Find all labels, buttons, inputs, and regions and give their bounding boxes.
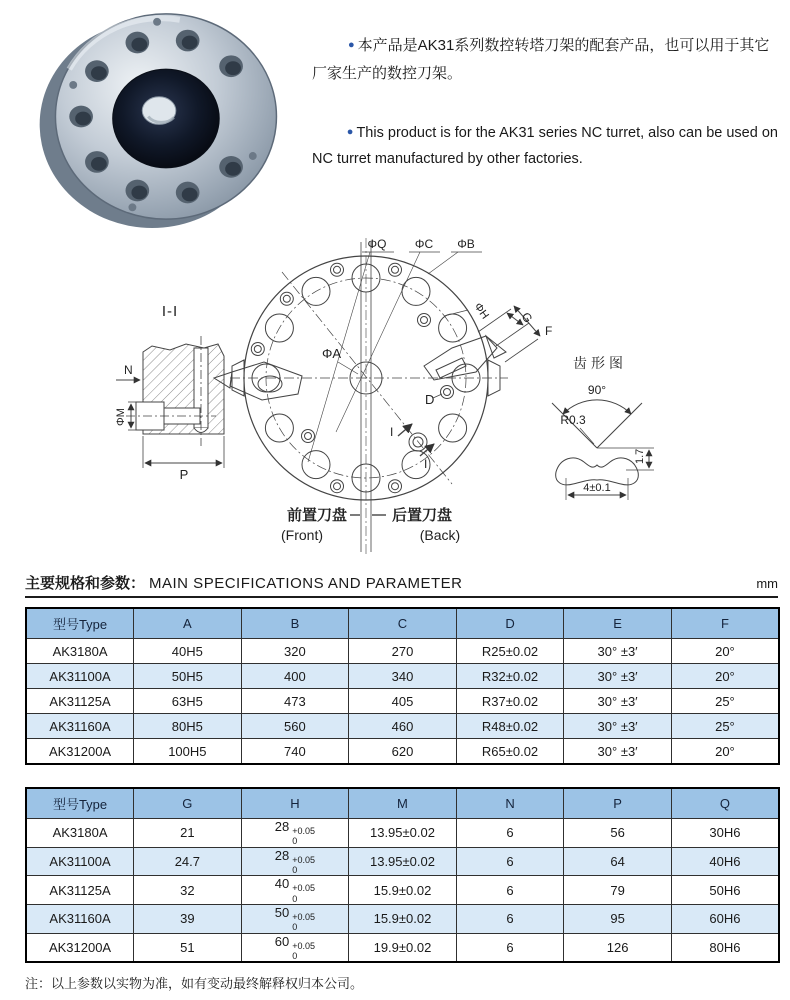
table-cell: 80H5 [134,714,242,739]
technical-drawing [0,236,790,568]
table-cell: 100H5 [134,739,242,765]
table-cell: 63H5 [134,689,242,714]
intro-text [308,8,790,173]
table-cell: 79 [564,876,672,905]
table-cell: 25° [671,714,779,739]
bullet-icon: ● [348,39,355,51]
table-cell: 19.9±0.02 [349,933,457,962]
spec-table-1 [25,607,780,765]
table-cell: 39 [134,905,242,934]
table-row [26,664,779,689]
table-row [26,905,779,934]
spec-heading-zh: 主要规格和参数： [25,575,146,592]
section-marker-i2: I [424,457,428,471]
table-row [26,933,779,962]
table-cell: R65±0.02 [456,739,564,765]
column-header: P [564,788,672,819]
column-header: A [134,608,242,639]
table-cell: 13.95±0.02 [349,847,457,876]
intro-en-text: This product is for the AK31 series NC turret, also can be used on NC turret manufactured by other factories. [312,124,778,168]
table-cell: 25° [671,689,779,714]
dim-label-phi-b: ΦB [457,237,475,251]
table-row [26,739,779,765]
spec-heading [25,572,778,598]
tooth-radius-label: R0.3 [560,413,586,427]
dim-label-f: F [545,324,553,338]
column-header: M [349,788,457,819]
dim-label-d: D [425,392,435,407]
table-cell: 30° ±3′ [564,639,672,664]
column-header: N [456,788,564,819]
table-cell: AK3180A [26,819,134,848]
table-row [26,714,779,739]
table-cell: R32±0.02 [456,664,564,689]
table-cell: 80H6 [671,933,779,962]
column-header: H [241,788,349,819]
table-cell: AK3180A [26,639,134,664]
table-cell: 15.9±0.02 [349,876,457,905]
dim-label-phi-a: ΦA [322,346,342,361]
table-cell: 30° ±3′ [564,689,672,714]
table-cell: 21 [134,819,242,848]
table-cell: 40H5 [134,639,242,664]
table-cell: 95 [564,905,672,934]
dim-label-phi-m: ΦM [115,408,127,426]
table-cell: 40 +0.05 0 [241,876,349,905]
table-cell: 740 [241,739,349,765]
table-cell: AK31125A [26,689,134,714]
table-cell: 20° [671,639,779,664]
section-view [115,303,224,482]
table-cell: AK31200A [26,933,134,962]
product-photo [28,8,308,235]
table-cell: 473 [241,689,349,714]
dim-label-phi-c: ΦC [414,237,434,251]
table-cell: 60 +0.05 0 [241,933,349,962]
table-cell: 30° ±3′ [564,664,672,689]
turret-front-view [214,237,552,556]
intro-paragraph-en [312,120,778,174]
table-cell: R25±0.02 [456,639,564,664]
dim-label-phi-h: ΦH [471,300,491,322]
top-section [0,0,790,236]
spec-heading-en: MAIN SPECIFICATIONS AND PARAMETER [149,575,463,592]
column-header: Q [671,788,779,819]
column-header: G [134,788,242,819]
column-header: E [564,608,672,639]
intro-paragraph-zh [312,32,778,88]
table-cell: 15.9±0.02 [349,905,457,934]
table-cell: 460 [349,714,457,739]
column-header: 型号Type [26,608,134,639]
table-cell: 28 +0.05 0 [241,847,349,876]
dim-label-phi-q: ΦQ [367,237,387,251]
table-cell: 60H6 [671,905,779,934]
spec-table-2 [25,787,780,963]
table-cell: 6 [456,876,564,905]
table-row [26,847,779,876]
table-cell: AK31200A [26,739,134,765]
table-cell: 6 [456,933,564,962]
table-cell: 50 +0.05 0 [241,905,349,934]
table-cell: R37±0.02 [456,689,564,714]
intro-zh-text: 本产品是AK31系列数控转塔刀架的配套产品，也可以用于其它厂家生产的数控刀架。 [312,37,770,82]
footnote: 注：以上参数以实物为准，如有变动最终解释权归本公司。 [25,976,364,992]
table-cell: 13.95±0.02 [349,819,457,848]
table-cell: 64 [564,847,672,876]
tooth-height-label: 1.7 [634,448,646,464]
dim-label-g: G [518,309,536,326]
table-cell: 620 [349,739,457,765]
bullet-icon: ● [346,125,354,138]
table-cell: 270 [349,639,457,664]
section-marker-i1: I [390,425,394,439]
spec-table-2-header-row [26,788,779,819]
tooth-angle-label: 90° [587,383,607,397]
table-cell: AK31160A [26,714,134,739]
column-header: D [456,608,564,639]
table-cell: 50H5 [134,664,242,689]
column-header: F [671,608,779,639]
table-cell: 320 [241,639,349,664]
table-cell: 560 [241,714,349,739]
table-cell: R48±0.02 [456,714,564,739]
tool-holder-left [214,362,302,400]
table-cell: 30° ±3′ [564,714,672,739]
tooth-profile-detail [552,355,654,500]
table-cell: AK31100A [26,664,134,689]
table-cell: 126 [564,933,672,962]
column-header: 型号Type [26,788,134,819]
table-cell: 6 [456,819,564,848]
table-cell: 50H6 [671,876,779,905]
table-cell: 32 [134,876,242,905]
table-cell: 30H6 [671,819,779,848]
column-header: B [241,608,349,639]
table-cell: 28 +0.05 0 [241,819,349,848]
table-cell: 51 [134,933,242,962]
table-row [26,639,779,664]
table-cell: 30° ±3′ [564,739,672,765]
back-disc-label-zh: 后置刀盘 [392,507,453,524]
section-view-title: I-I [161,303,179,320]
turret-disc-photo [28,8,298,230]
table-cell: 40H6 [671,847,779,876]
table-cell: AK31125A [26,876,134,905]
table-cell: 405 [349,689,457,714]
table-cell: 400 [241,664,349,689]
front-disc-label-zh: 前置刀盘 [286,507,347,524]
table-cell: 340 [349,664,457,689]
table-row [26,819,779,848]
table-cell: 6 [456,905,564,934]
dim-label-p: P [179,467,189,482]
table-cell: AK31160A [26,905,134,934]
table-cell: 20° [671,664,779,689]
table-row [26,689,779,714]
spec-table-1-header-row [26,608,779,639]
table-cell: 6 [456,847,564,876]
table-cell: 20° [671,739,779,765]
tooth-profile-title: 齿形图 [573,355,627,371]
table-cell: AK31100A [26,847,134,876]
back-disc-label-en: (Back) [419,527,461,543]
unit-label: mm [756,576,778,591]
table-cell: 24.7 [134,847,242,876]
table-cell: 56 [564,819,672,848]
front-disc-label-en: (Front) [281,527,323,543]
tooth-width-label: 4±0.1 [583,482,611,494]
column-header: C [349,608,457,639]
dim-label-n: N [124,363,133,377]
table-row [26,876,779,905]
